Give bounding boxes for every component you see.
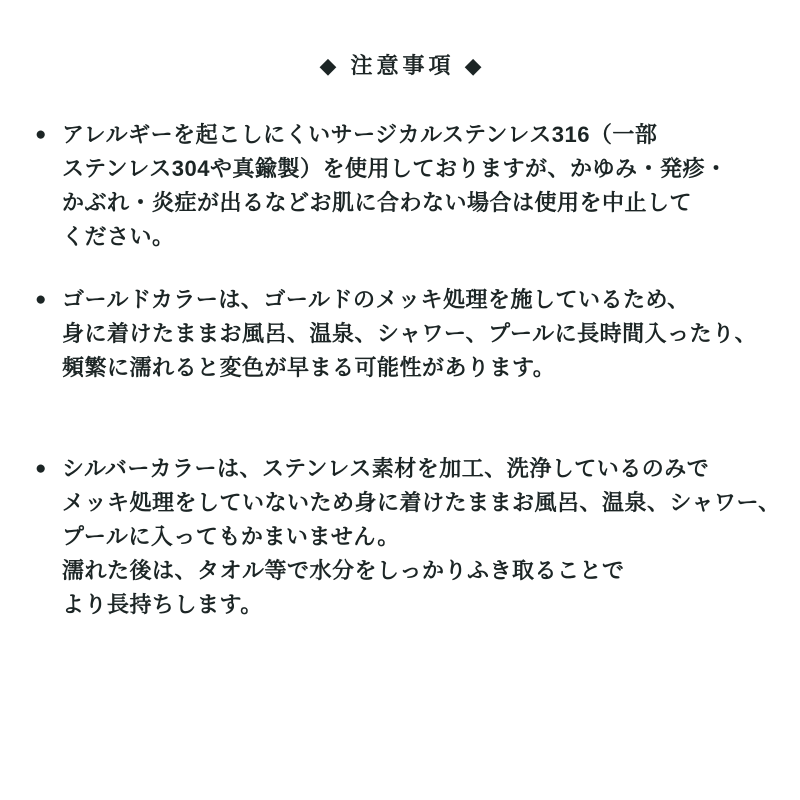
notice-text bbox=[62, 283, 770, 385]
notice-line: 身に着けたままお風呂、温泉、シャワー、プールに長時間入ったり、 bbox=[62, 321, 758, 346]
notice-line: メッキ処理をしていないため身に着けたままお風呂、温泉、シャワー、 bbox=[62, 490, 781, 515]
notice-line: 濡れた後は、タオル等で水分をしっかりふき取ることで bbox=[62, 558, 625, 583]
notice-line: ステンレス304や真鍮製）を使用しておりますが、かゆみ・発疹・ bbox=[62, 156, 728, 181]
notice-text bbox=[62, 118, 770, 254]
bullet-icon: ● bbox=[35, 289, 47, 310]
notice-gold-color bbox=[35, 283, 770, 385]
notice-allergy bbox=[35, 118, 770, 254]
notice-text bbox=[62, 452, 781, 622]
notice-line: かぶれ・炎症が出るなどお肌に合わない場合は使用を中止して bbox=[62, 190, 693, 215]
notice-line: アレルギーを起こしにくいサージカルステンレス316（一部 bbox=[62, 122, 658, 147]
notice-silver-color bbox=[35, 452, 781, 622]
notice-line: ゴールドカラーは、ゴールドのメッキ処理を施しているため、 bbox=[62, 287, 690, 312]
notice-line: シルバーカラーは、ステンレス素材を加工、洗浄しているのみで bbox=[62, 456, 710, 481]
bullet-icon: ● bbox=[35, 458, 47, 479]
page-title: ◆ 注意事項 ◆ bbox=[319, 53, 486, 78]
notice-line: より長持ちします。 bbox=[62, 592, 263, 617]
notice-line: 頻繁に濡れると変色が早まる可能性があります。 bbox=[62, 355, 556, 380]
notice-line: ください。 bbox=[62, 224, 175, 249]
notice-line: プールに入ってもかまいません。 bbox=[62, 524, 400, 549]
bullet-icon: ● bbox=[35, 124, 47, 145]
